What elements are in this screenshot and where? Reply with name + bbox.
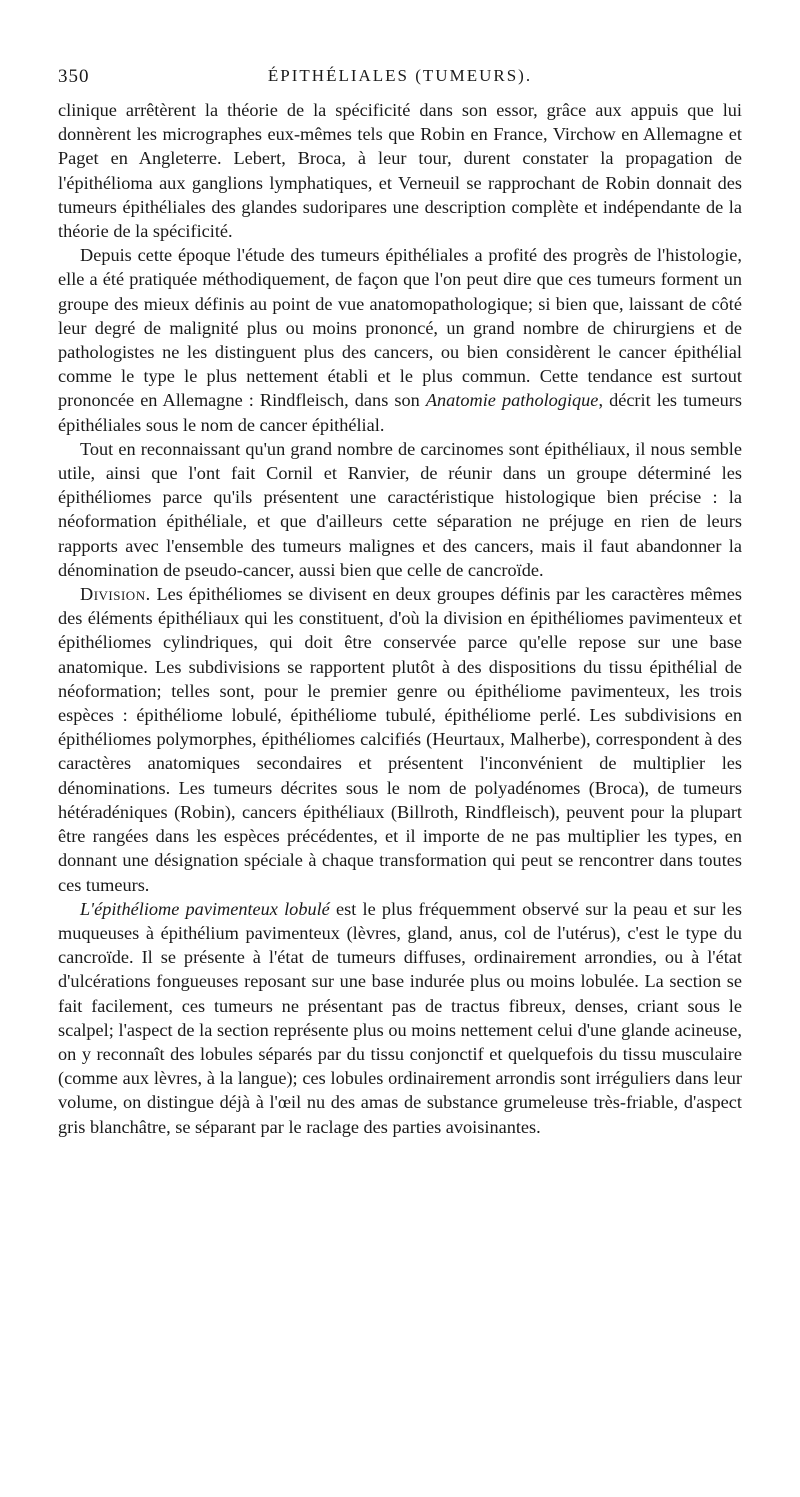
paragraph-5-prefix: L' [80, 898, 95, 919]
paragraph-1: clinique arrêtèrent la théorie de la spécificité dans son essor, grâce aux appuis que lui donnèrent les micrographes eux-mêmes tels que Robin en France, Virchow en Allemagne et Paget en Angleterre. Lebert, Broca, à leur tour, durent constater la propagation de l'épithélioma aux ganglions lymphatiques, et Verneuil se rapprochant de Robin donnait des tumeurs épithéliales des glandes sudoripares une description complète et indépendante de la théorie de la spécificité. [58, 100, 742, 242]
paragraph-4 [58, 582, 742, 897]
book-title-italic: Anatomie pathologique [425, 390, 599, 411]
paragraph-5-text: est le plus fréquemment observé sur la peau et sur les muqueuses à épithélium pavimenteux (lèvres, gland, anus, col de l'utérus), c'est le type du cancroïde. Il se présente à l'état de tumeurs diffuses, ordinairement arrondies, ou à l'état d'ulcérations fongueuses reposant sur une base indurée plus ou moins lobulée. La section se fait facilement, ces tumeurs ne présentant pas de tractus fibreux, denses, criant sous le scalpel; l'aspect de la section représente plus ou moins nettement celui d'une glande acineuse, on y reconnaît des lobules séparés par du tissu conjonctif et quelquefois du tissu musculaire (comme aux lèvres, à la langue); ces lobules ordinairement arrondis sont irréguliers dans leur volume, on distingue déjà à l'œil nu des amas de substance grumeleuse très-friable, d'aspect gris blanchâtre, se séparant par le raclage des parties avoisinantes. [58, 898, 743, 1137]
paragraph-2 [58, 243, 742, 437]
paragraph-4-text: Les épithéliomes se divisent en deux groupes définis par les caractères mêmes des éléments épithéliaux qui les constituent, d'où la division en épithéliomes pavimenteux et épithéliomes cylindriques, qui doit être conservée parce qu'elle repose sur une base anatomique. Les subdivisions se rapportent plutôt à des dispositions du tissu épithélial de néoformation; telles sont, pour le premier genre ou épithéliome pavimenteux, les trois espèces : épithéliome lobulé, épithéliome tubulé, épithéliome perlé. Les subdivisions en épithéliomes polymorphes, épithéliomes calcifiés (Heurtaux, Malherbe), correspondent à des caractères anatomiques secondaires et présentent l'inconvénient de multiplier les dénominations. Les tumeurs décrites sous le nom de polyadénomes (Broca), de tumeurs hétéradéniques (Robin), cancers épithéliaux (Billroth, Rindfleisch), peuvent pour la plupart être rangées dans les espèces précédentes, et il importe de ne pas multiplier les types, en donnant une désignation spéciale à chaque transformation qui peut se rencontrer dans toutes ces tumeurs. [58, 584, 742, 895]
section-lead-division: Division. [80, 584, 151, 605]
page-number: 350 [58, 66, 90, 87]
body-text [58, 98, 742, 1139]
term-italic: épithéliome pavimenteux lobulé [94, 898, 330, 919]
page-header [58, 66, 742, 92]
paragraph-2-text-a: Depuis cette époque l'étude des tumeurs épithéliales a profité des progrès de l'histologie, elle a été pratiquée méthodiquement, de façon que l'on peut dire que ces tumeurs forment un groupe des mieux définis au point de vue anatomopathologique; si bien que, laissant de côté leur degré de malignité plus ou moins prononcé, un grand nombre de chirurgiens et de pathologistes ne les distinguent plus des cancers, ou bien considèrent le cancer épithélial comme le type le plus nettement établi et le plus commun. Cette tendance est surtout prononcée en Allemagne : Rindfleisch, dans son [58, 245, 742, 411]
paragraph-2-text-b: , décrit les tumeurs épithéliales sous le nom de cancer épithélial. [58, 390, 742, 435]
book-page [58, 0, 742, 1497]
running-head: ÉPITHÉLIALES (TUMEURS). [267, 66, 533, 85]
paragraph-5 [58, 897, 742, 1139]
paragraph-3: Tout en reconnaissant qu'un grand nombre de carcinomes sont épithéliaux, il nous semble utile, ainsi que l'ont fait Cornil et Ranvier, de réunir dans un groupe déterminé les épithéliomes parce qu'ils présentent une caractéristique histologique bien précise : la néoformation épithéliale, et que d'ailleurs cette séparation ne préjuge en rien de leurs rapports avec l'ensemble des tumeurs malignes et des cancers, mais il faut abandonner la dénomination de pseudo-cancer, aussi bien que celle de cancroïde. [58, 438, 742, 580]
